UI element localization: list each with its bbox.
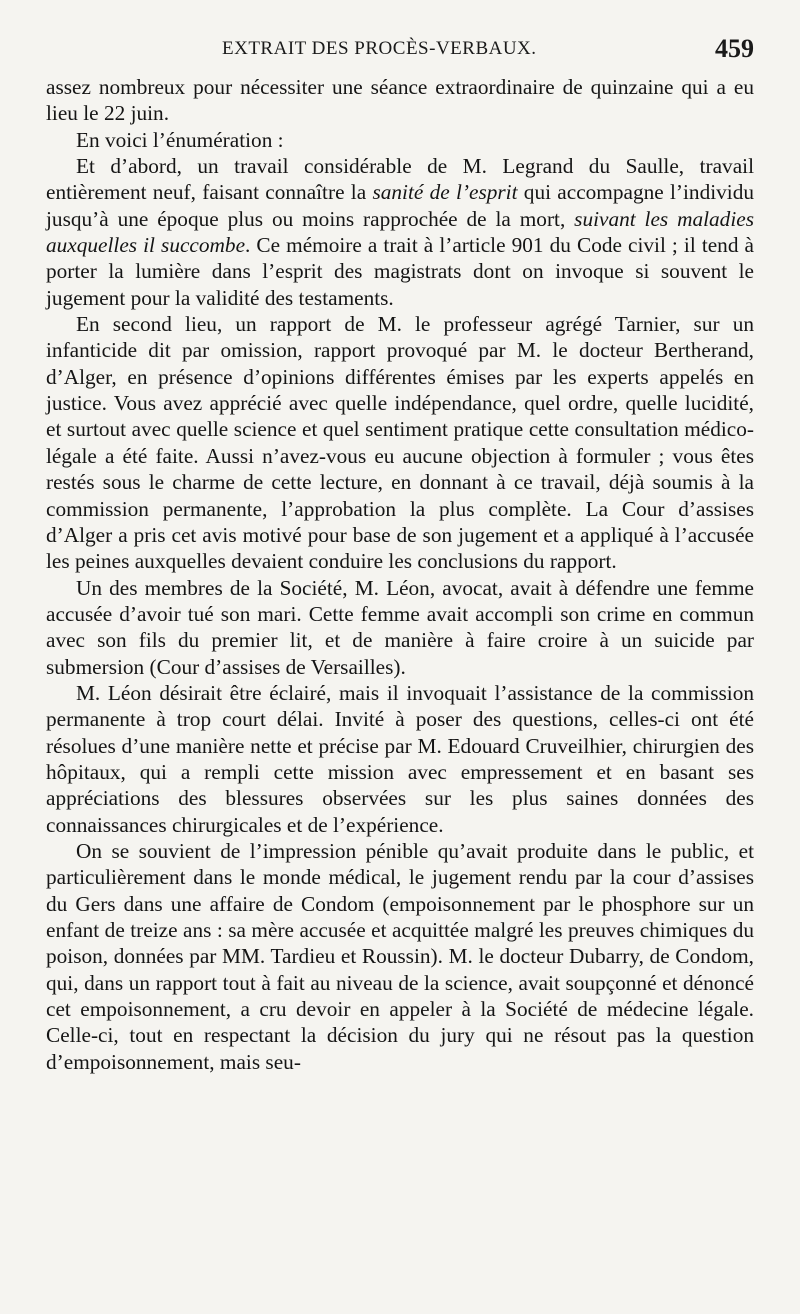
page-header bbox=[50, 36, 754, 68]
paragraph bbox=[46, 153, 754, 311]
paragraph: M. Léon désirait être éclairé, mais il invoquait l’assistance de la commission permanente à trop court délai. Invité à poser des questions, celles-ci ont été résolues d’une manière nette et précise par M. Edouard Cruveilhier, chirurgien des hôpitaux, qui a rempli cette mission avec empressement et en basant ses appréciations des blessures observées sur les plus saines données des connaissances chirurgicales et de l’expérience. bbox=[46, 680, 754, 837]
italic-phrase: suivant les maladies auxquelles il succombe bbox=[46, 206, 754, 258]
page-number: 459 bbox=[715, 34, 754, 63]
running-title: EXTRAIT DES PROCÈS-VERBAUX. bbox=[222, 38, 537, 59]
paragraph-text: qui accompagne l’individu jusqu’à une époque plus ou moins rapprochée de la mort, bbox=[46, 180, 754, 231]
paragraph: En voici l’énumération : bbox=[76, 127, 284, 152]
paragraph: Un des membres de la Société, M. Léon, avocat, avait à défendre une femme accusée d’avoir tué son mari. Cette femme avait accompli son crime en commun avec son fils du premier lit, et de manière à faire croire à un suicide par submersion (Cour d’assises de Versailles). bbox=[46, 575, 754, 679]
paragraph: assez nombreux pour nécessiter une séance extraordinaire de quinzaine qui a eu lieu le 22 juin. bbox=[46, 75, 754, 126]
paragraph-text: . Ce mémoire a trait à l’article 901 du Code civil ; il tend à porter la lumière dans l’esprit des magistrats dont on invoque si souvent le jugement pour la validité des testaments. bbox=[46, 233, 755, 310]
paragraph-text: Et d’abord, un travail considérable de M. Legrand du Saulle, travail entièrement neuf, faisant connaître la bbox=[46, 154, 754, 205]
paragraph: On se souvient de l’impression pénible qu’avait produite dans le public, et particulièrement dans le monde médical, le jugement rendu par la cour d’assises du Gers dans une affaire de Condom (empoisonnement par le phosphore sur un enfant de treize ans : sa mère accusée et acquittée malgré les preuves chimiques du poison, données par MM. Tardieu et Roussin). M. le docteur Dubarry, de Condom, qui, dans un rapport tout à fait au niveau de la science, avait soupçonné et dénoncé cet empoisonnement, a cru devoir en appeler à la Société de médecine légale. Celle-ci, tout en respectant la décision du jury qui ne résout pas la question d’empoisonnement, mais seu- bbox=[46, 838, 754, 1074]
body-text bbox=[46, 74, 754, 1075]
paragraph: En second lieu, un rapport de M. le professeur agrégé Tarnier, sur un infanticide dit par omission, rapport provoqué par M. le docteur Bertherand, d’Alger, en présence d’opinions différentes émises par les experts appelés en justice. Vous avez apprécié avec quelle indépendance, quel ordre, quelle lucidité, et surtout avec quelle science et quel sentiment pratique cette consultation médico-légale a été faite. Aussi n’avez-vous eu aucune objection à formuler ; vous êtes restés sous le charme de cette lecture, en donnant à ce travail, déjà soumis à la commission permanente, l’approbation la plus complète. La Cour d’assises d’Alger a pris cet avis motivé pour base de son jugement et a appliqué à l’accusée les peines auxquelles devaient conduire les conclusions du rapport. bbox=[46, 312, 754, 574]
italic-phrase: sanité de l’esprit bbox=[372, 180, 518, 205]
